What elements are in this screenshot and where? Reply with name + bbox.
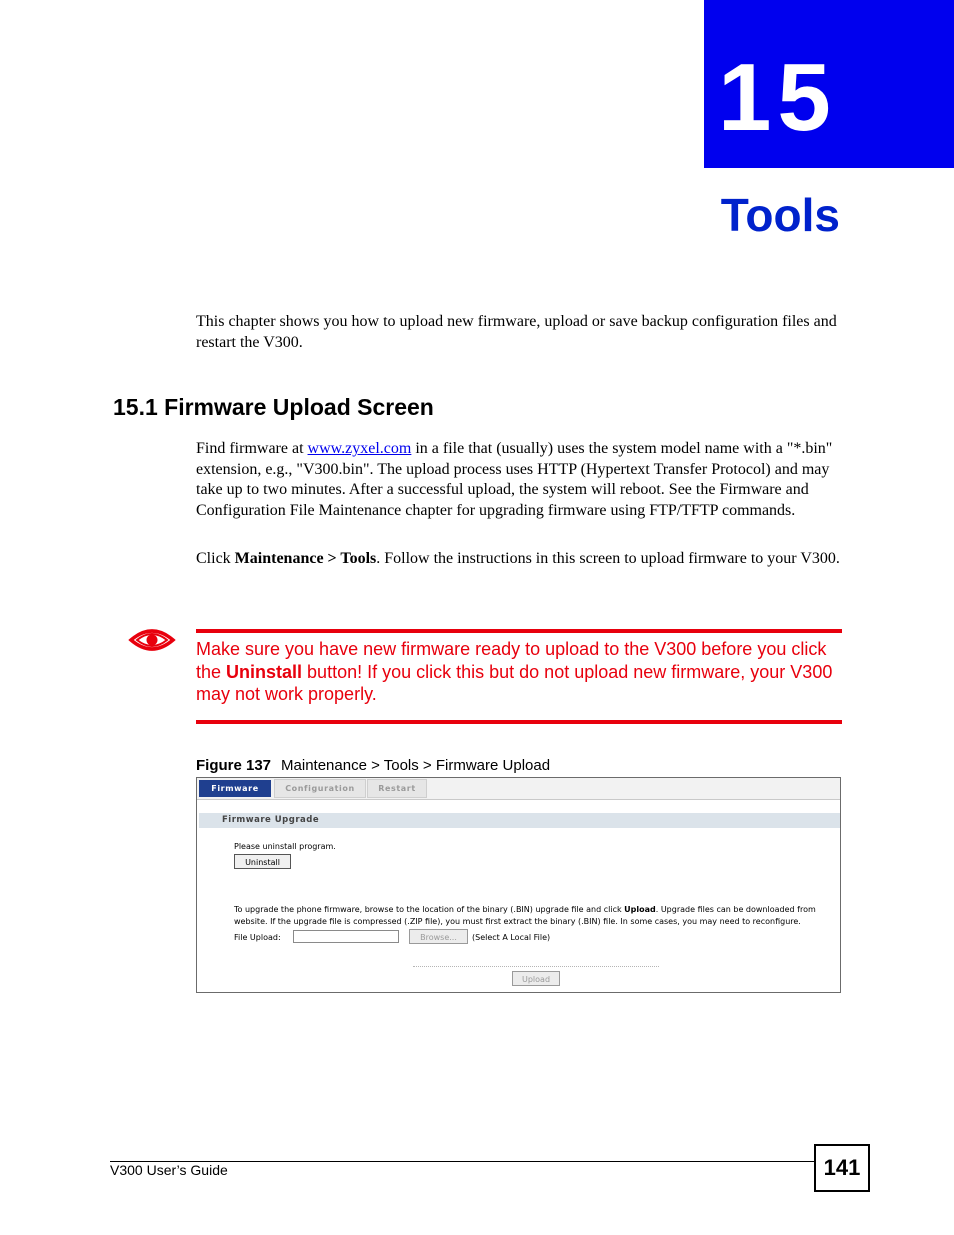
select-file-hint: (Select A Local File) [472, 933, 551, 942]
footer-guide-title: V300 User’s Guide [110, 1162, 228, 1178]
para2-prefix: Click [196, 550, 235, 567]
figure-caption [196, 757, 550, 774]
chapter-number-box [704, 0, 954, 168]
para2-suffix: . Follow the instructions in this screen to upload firmware to your V300. [376, 550, 840, 567]
uninstall-prompt: Please uninstall program. [234, 842, 336, 851]
chapter-number: 15 [718, 44, 837, 151]
file-upload-input[interactable] [293, 930, 399, 943]
zyxel-link[interactable]: www.zyxel.com [307, 440, 412, 457]
menu-path: Maintenance > Tools [234, 550, 377, 567]
page-number: 141 [814, 1144, 870, 1192]
instructions-post: . Upgrade files can be downloaded from [655, 905, 816, 914]
panel-title-text: Firmware Upgrade [222, 815, 320, 825]
tab-restart[interactable]: Restart [367, 779, 427, 798]
upload-button[interactable]: Upload [512, 971, 560, 986]
browse-button[interactable]: Browse... [409, 929, 468, 944]
para1-after-link: in a file that (usually) uses the system model name with a "*.bin" extension, e.g., "V300.bin". The upload process uses HTTP (Hypertext Transfer Protocol) and may take up to two minutes. After a successful upload, the system will reboot. See the Firmware and Configuration File Maintenance chapter for upgrading firmware using FTP/TFTP commands. [196, 440, 833, 519]
divider [413, 966, 659, 967]
tab-firmware[interactable]: Firmware [199, 780, 271, 797]
uninstall-button[interactable]: Uninstall [234, 854, 291, 869]
warning-top-rule [196, 629, 842, 633]
warning-bottom-rule [196, 720, 842, 724]
instructions-bold: Upload [624, 905, 656, 914]
instructions-paragraph [196, 549, 844, 570]
warning-part1: Make sure you have new firmware ready to upload to the V300 before you click the [196, 639, 827, 682]
chapter-title: Tools [720, 189, 840, 241]
panel-title [199, 813, 840, 828]
file-upload-label: File Upload: [234, 933, 281, 942]
tab-bar [197, 778, 840, 800]
instructions-line-2: website. If the upgrade file is compressed (.ZIP file), you must first extract the binary (.BIN) file. In some cases, you may need to reconfigure. [234, 917, 801, 926]
warning-part2: button! If you click this but do not upload new firmware, your V300 may not work properly. [196, 661, 833, 704]
firmware-paragraph [196, 439, 844, 521]
section-heading: 15.1 Firmware Upload Screen [113, 394, 434, 420]
figure-label: Figure 137 [196, 757, 272, 774]
instructions-pre: To upgrade the phone firmware, browse to the location of the binary (.BIN) upgrade file and click [234, 905, 625, 914]
warning-text [196, 638, 842, 706]
instructions-line-1 [234, 905, 816, 914]
firmware-upload-screenshot [196, 777, 841, 993]
figure-caption-text: Maintenance > Tools > Firmware Upload [281, 757, 551, 774]
para1-before-link: Find firmware at [196, 440, 308, 457]
warning-bold: Uninstall [226, 661, 303, 682]
tab-configuration[interactable]: Configuration [274, 779, 366, 798]
intro-paragraph: This chapter shows you how to upload new firmware, upload or save backup configuration files and restart the V300. [196, 313, 837, 351]
eye-warning-icon [128, 626, 176, 654]
